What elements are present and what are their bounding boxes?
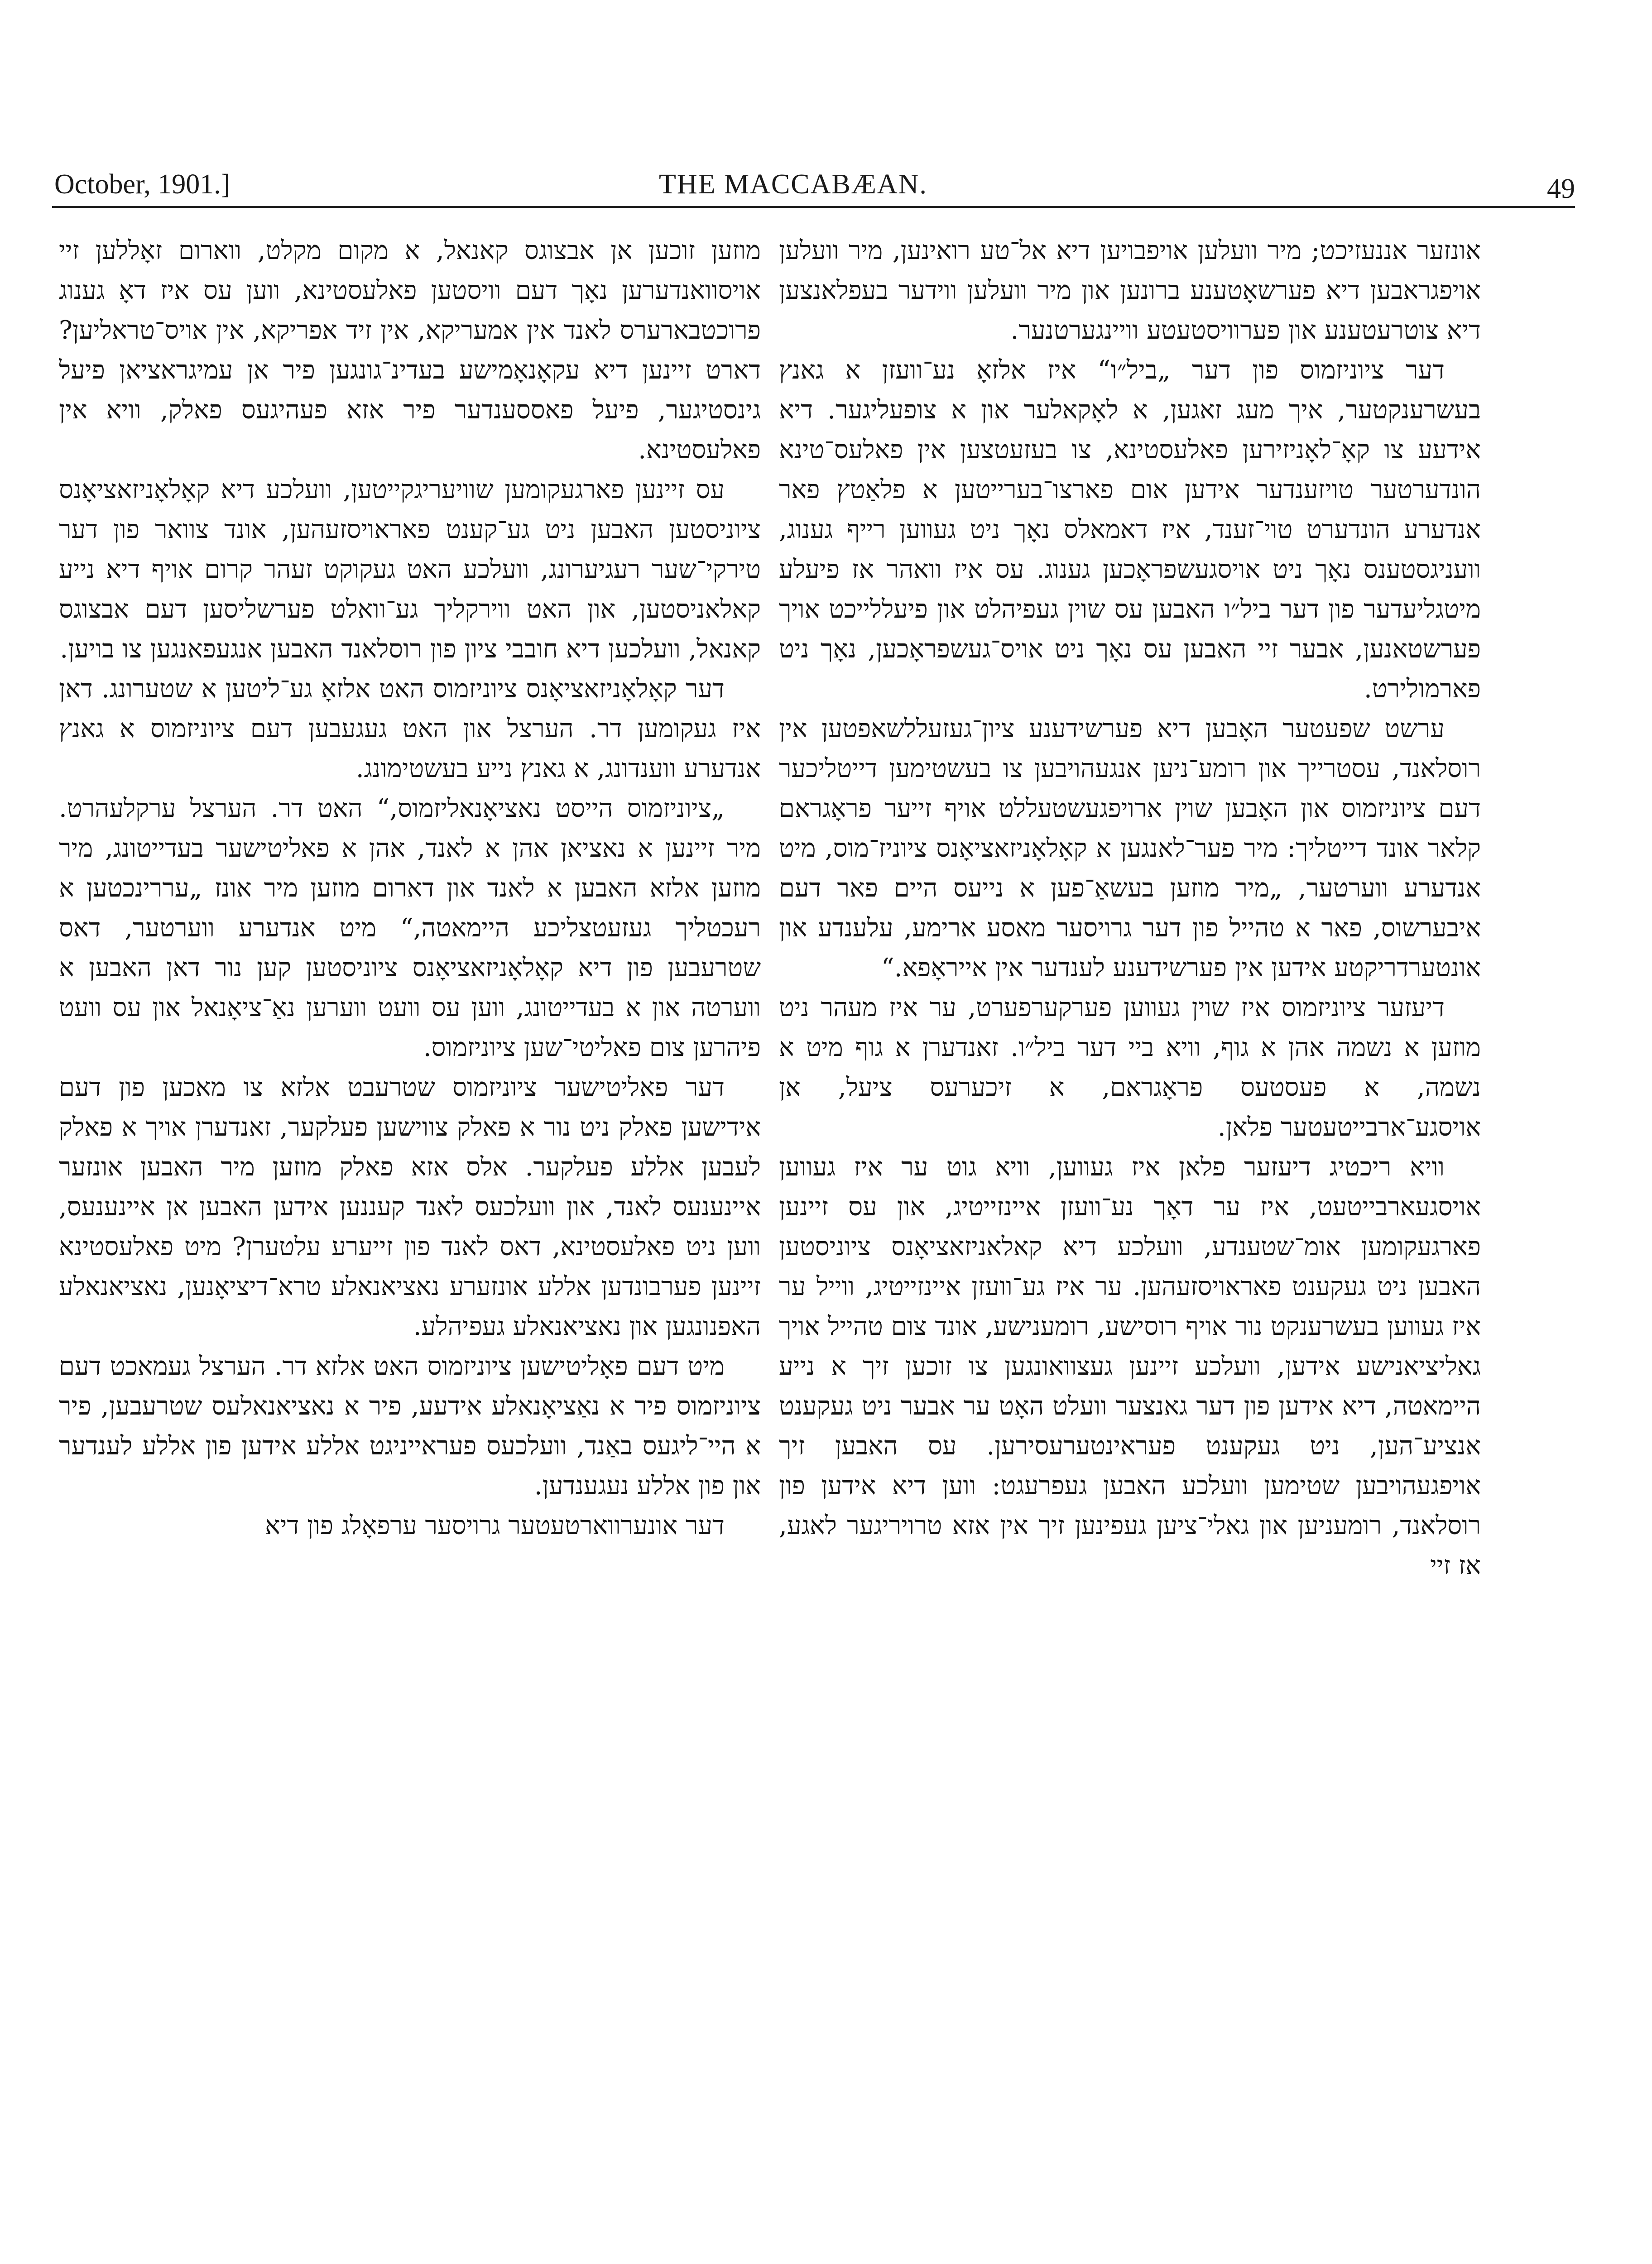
right-column <box>779 231 1481 2264</box>
paragraph: אונזער אננעזיכט; מיר וועלען אויפבויען דיא אל־טע רואינען, מיר וועלען אויפגראבען דיא פערשאָטענע ברונען און מיר וועלען ווידער בעפלאנצען דיא צוטרעטענע און פערוויסטעטע וויינגערטנער. <box>779 236 1481 345</box>
paragraph: וויא ריכטיג דיעזער פלאן איז געווען, וויא גוט ער איז געווען אויסגעארבייטעט, איז ער דאָך נע־וועזן איינזייטיג, און עס זיינען פארגעקומען אומ־שטענדע, וועלכע דיא קאלאניזאציאָנס ציוניסטען האבען ניט געקענט פאראויסזעהען. ער איז גע־וועזן איינזייטיג, ווייל ער איז געווען בעשרענקט נור אויף רוסישע, רומענישע, אונד צום טהייל אויך גאליציאנישע אידען, וועלכע זיינען געצוואונגען צו זוכען זיך א נייע היימאטה, דיא אידען פון דער גאנצער וועלט האָט ער אבער ניט געקענט אנציע־הען, ניט געקענט פעראינטערעסירען. עס האבען זיך אויפגעהויבען שטימען וועלכע האבען געפרעגט: ווען דיא אידען פון רוסלאנד, רומעניען און גאלי־ציען געפינען זיך אין אזא טרויריגער לאגע, אז זיי <box>779 1152 1481 1580</box>
page-number: 49 <box>1547 173 1575 204</box>
left-column <box>59 231 761 2264</box>
paragraph: מיט דעם פאָליטישען ציוניזמוס האט אלזא דר. הערצל געמאכט דעם ציוניזמוס פיר א נאַציאָנאלע אידעע, פיר א נאציאנאלעס שטרעבען, פיר א היי־ליגעס באַנד, וועלכעס פעראייניגט אללע אידען פון אללע לענדער און פון אללע נעגענדען. <box>59 1352 761 1501</box>
paragraph: מוזען זוכען אן אבצוגס קאנאל, א מקום מקלט, ווארום זאָללען זיי אויסוואנדערען נאָך דעם וויסטען פאלעסטינא, ווען עס איז דאָ גענוג פרוכטבארערס לאנד אין אמעריקא, אין זיד אפריקא, אין אויס־טראליען? דארט זיינען דיא עקאָנאָמישע בעדינ־גונגען פיר אן עמיגראציאן פיעל גינסטיגער, פיעל פאססענדער פיר אזא פעהיגעס פאלק, וויא אין פאלעסטינא. <box>59 236 761 465</box>
header-rule <box>52 206 1575 208</box>
paragraph: דער פאליטישער ציוניזמוס שטרעבט אלזא צו מאכען פון דעם אידישען פאלק ניט נור א פאלק צווישען פעלקער, זאנדערן אויך א פאלק לעבען אללע פעלקער. אלס אזא פאלק מוזען מיר האבען אונזער איינענעס לאנד, און וועלכעס לאנד קעננען אידען האבען אן איינענעס, ווען ניט פאלעסטינא, דאס לאנד פון זייערע עלטערן? מיט פאלעסטינא זיינען פערבונדען אללע אונזערע נאציאנאלע טרא־דיציאָנען, נאציאנאלע האפנונגען און נאציאנאלע געפיהלע. <box>59 1073 761 1341</box>
header-date: October, 1901.] <box>54 169 231 200</box>
paragraph: „ציוניזמוס הייסט נאציאָנאליזמוס,“ האט דר. הערצל ערקלעהרט. מיר זיינען א נאציאן אהן א לאנד, אהן א פאליטישער בעדייטונג, מיר מוזען אלזא האבען א לאנד און דארום מוזען מיר אונז „עררינכטען א רעכטליך געזעטצליכע היימאטה,“ מיט אנדערע ווערטער, דאס שטרעבען פון דיא קאָלאָניזאציאָנס ציוניסטען קען נור דאן האבען א ווערטה און א בעדייטונג, ווען עס וועט ווערען נאַ־ציאָנאל און עס וועט פיהרען צום פאליטי־שען ציוניזמוס. <box>59 794 761 1062</box>
paragraph: דער אונערווארטעטער גרויסער ערפאָלג פון דיא <box>265 1511 725 1540</box>
paragraph: דער ציוניזמוס פון דער „ביל״ו“ איז אלזאָ נע־וועזן א גאנץ בעשרענקטער, איך מעג זאגען, א לאָקאלער און א צופעליגער. דיא אידעע צו קאָ־לאָניזירען פאלעסטינא, צו בעזעטצען אין פאלעס־טינא הונדערטער טויזענדער אידען אום פארצו־בערייטען א פלאַטץ פאר אנדערע הונדערט טוי־זענד, איז דאמאלס נאָך ניט געווען רייף גענוג, וועניגסטענס נאָך ניט אויסגעשפראָכען גענוג. עס איז וואהר אז פיעלע מיטגליעדער פון דער ביל״ו האבען עס שוין געפיהלט און פיעללייכט אויך פערשטאנען, אבער זיי האבען עס נאָך ניט אויס־געשפראָכען, נאָך ניט פארמולירט. <box>779 355 1481 704</box>
paragraph: דיעזער ציוניזמוס איז שוין געווען פערקערפערט, ער איז מעהר ניט מוזען א נשמה אהן א גוף, וויא ביי דער ביל״ו. זאנדערן א גוף מיט א נשמה, א פעסטעס פראָגראם, א זיכערעס ציעל, אן אויסגע־ארבייטעטער פלאן. <box>779 993 1481 1142</box>
paragraph: ערשט שפעטער האָבען דיא פערשידענע ציון־געזעללשאפטען אין רוסלאנד, עסטרייך און רומע־ניען אנגעהויבען צו בעשטימען דייטליכער דעם ציוניזמוס און האָבען שוין ארויפגעשטעללט אויף זייער פראָגראם קלאר אונד דייטליך: מיר פער־לאנגען א קאָלאָניזאציאָנס ציוניז־מוס, מיט אנדערע ווערטער, „מיר מוזען בעשאַ־פען א נייעס היים פאר דעם איבערשוס, פאר א טהייל פון דער גרויסער מאסע ארימע, עלענדע און אונטערדריקטע אידען אין פערשידענע לענדער אין אייראָפא.“ <box>779 714 1481 983</box>
paragraph: דער קאָלאָניזאציאָנס ציוניזמוס האט אלזאָ גע־ליטען א שטערונג. דאן איז געקומען דר. הערצל און האט געגעבען דעם ציוניזמוס א גאנץ אנדערע ווענדונג, א גאנץ נייע בעשטימונג. <box>59 674 761 783</box>
journal-title: THE MACCABÆAN. <box>659 169 927 200</box>
paragraph: עס זיינען פארגעקומען שוויעריגקייטען, וועלכע דיא קאָלאָניזאציאָנס ציוניסטען האבען ניט גע־קענט פאראויסזעהען, אונד צוואר פון דער טירקי־שער רעגיערונג, וועלכע האט געקוקט זעהר קרום אויף דיא נייע קאלאניסטען, און האט ווירקליך גע־וואלט פערשליסען דעם אבצוגס קאנאל, וועלכען דיא חובבי ציון פון רוסלאנד האבען אנגעפאנגען צו בויען. <box>59 475 761 664</box>
running-header <box>54 168 1575 205</box>
